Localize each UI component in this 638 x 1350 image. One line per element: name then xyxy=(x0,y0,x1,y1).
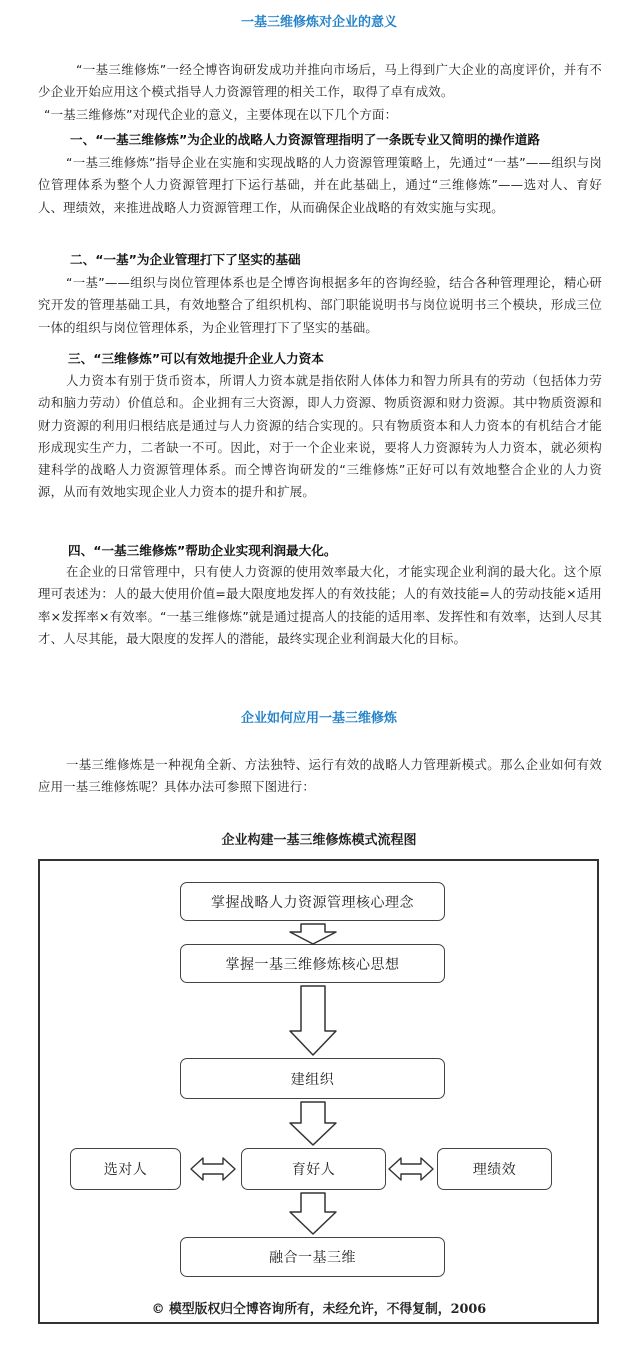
point2-body: “一基”——组织与岗位管理体系也是仝博咨询根据多年的咨询经验，结合各种管理理论，精心研究开发的管理基础工具，有效地整合了组织机构、部门职能说明书与岗位说明书三个模块，形成三位一体的组织与岗位管理体系，为企业管理打下了坚实的基础。 xyxy=(38,275,602,335)
step-select-people: 选对人 xyxy=(70,1148,181,1190)
intro-paragraph: “一基三维修炼”一经仝博咨询研发成功并推向市场后，马上得到广大企业的高度评价，并有不少企业开始应用这个模式指导人力资源管理的相关工作，取得了卓有成效。 xyxy=(38,62,602,100)
copyright-notice: © 模型版权归仝博咨询所有，未经允许，不得复制，2006 xyxy=(151,1302,487,1317)
section1-title: 一基三维修炼对企业的意义 xyxy=(240,15,397,30)
down-arrow-icon xyxy=(288,985,338,1057)
double-arrow-icon xyxy=(190,1156,236,1182)
point3-heading: 三、“三维修炼”可以有效地提升企业人力资本 xyxy=(68,351,324,366)
point3-body: 人力资本有别于货币资本，所谓人力资本就是指依附人体体力和智力所具有的劳动（包括体力劳动和脑力劳动）价值总和。企业拥有三大资源，即人力资源、物质资源和财力资源。其中物质资源和财力资源的利用归根结底是通过与人力资源的结合实现的。只有物质资本和人力资本的有机结合才能形成现实生产力，二者缺一不可。因此，对于一个企业来说，要将人力资源转为人力资本，就必须构建科学的战略人力资源管理体系。而仝博咨询研发的“三维修炼”正好可以有效地整合企业的人力资源，从而有效地实现企业人力资本的提升和扩展。 xyxy=(38,373,602,500)
point1-heading: 一、“一基三维修炼”为企业的战略人力资源管理指明了一条既专业又简明的操作道路 xyxy=(70,132,540,147)
point4-body: 在企业的日常管理中，只有使人力资源的使用效率最大化，才能实现企业利润的最大化。这个原理可表述为：人的最大使用价值=最大限度地发挥人的有效技能；人的有效技能=人的劳动技能×适用率×发挥率×有效率。“一基三维修炼”就是通过提高人的技能的适用率、发挥性和有效率，达到人尽其才、人尽其能，最大限度的发挥人的潜能，最终实现企业利润最大化的目标。 xyxy=(38,564,602,646)
point4-heading: 四、“一基三维修炼”帮助企业实现利润最大化。 xyxy=(68,543,337,558)
point1-body: “一基三维修炼”指导企业在实施和实现战略的人力资源管理策略上，先通过“一基”——组织与岗位管理体系为整个人力资源管理打下运行基础，并在此基础上，通过“三维修炼”——选对人、育好人、理绩效，来推进战略人力资源管理工作，从而确保企业战略的有效实施与实现。 xyxy=(38,155,602,215)
section2-body: 一基三维修炼是一种视角全新、方法独特、运行有效的战略人力管理新模式。那么企业如何有效应用一基三维修炼呢？具体办法可参照下图进行： xyxy=(38,757,602,795)
down-arrow-icon xyxy=(288,923,338,945)
step-core-thought: 掌握一基三维修炼核心思想 xyxy=(180,944,445,983)
step-integrate: 融合一基三维 xyxy=(180,1237,445,1277)
intro2-paragraph: “一基三维修炼”对现代企业的意义，主要体现在以下几个方面： xyxy=(44,107,398,122)
double-arrow-icon xyxy=(388,1156,434,1182)
section2-title: 企业如何应用一基三维修炼 xyxy=(240,711,397,726)
down-arrow-icon xyxy=(288,1101,338,1147)
point2-heading: 二、“一基”为企业管理打下了坚实的基础 xyxy=(70,252,301,267)
step-core-concept: 掌握战略人力资源管理核心理念 xyxy=(180,882,445,921)
step-manage-performance: 理绩效 xyxy=(437,1148,552,1190)
step-build-org: 建组织 xyxy=(180,1058,445,1099)
step-develop-people: 育好人 xyxy=(241,1148,386,1190)
down-arrow-icon xyxy=(288,1192,338,1236)
flowchart-title: 企业构建一基三维修炼模式流程图 xyxy=(221,833,417,848)
